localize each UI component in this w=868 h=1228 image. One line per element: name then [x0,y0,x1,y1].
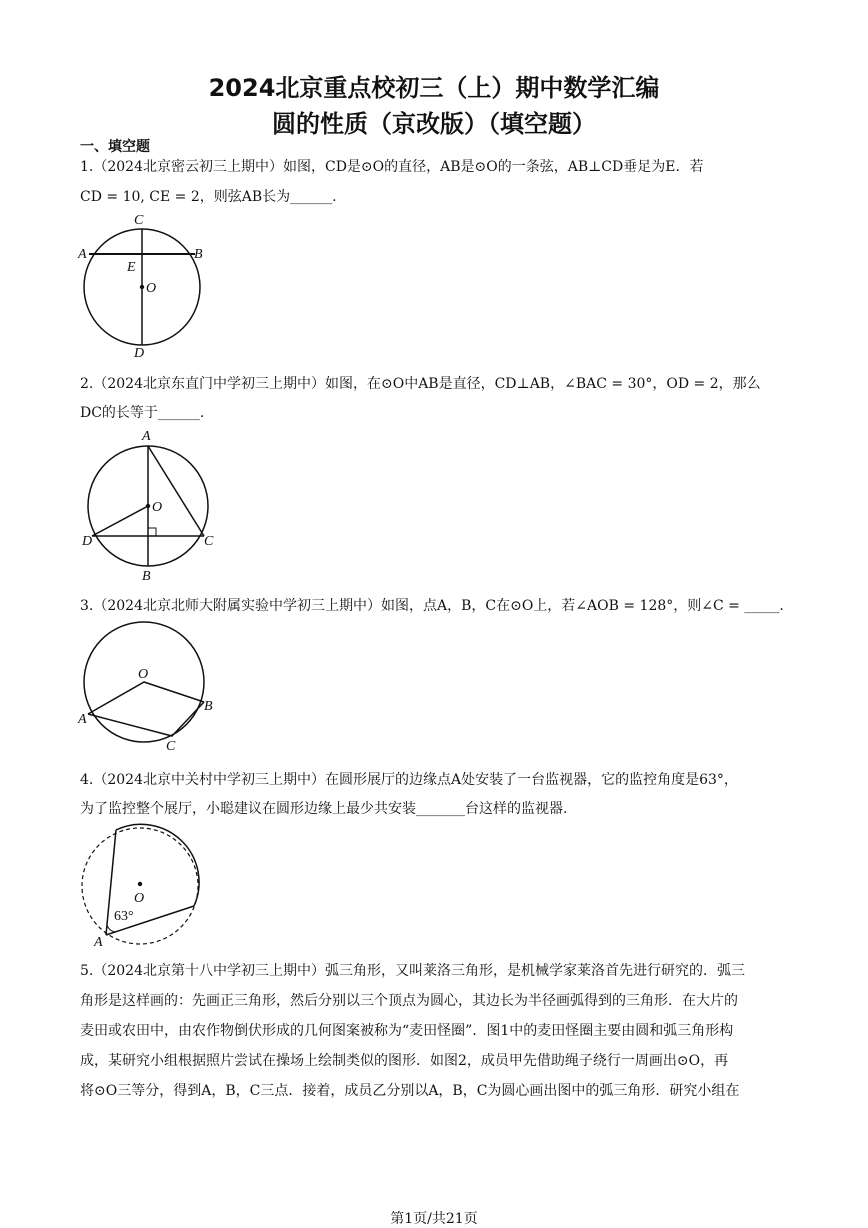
center-point [146,504,150,508]
problem4-figure [76,822,206,948]
label-a: A [78,712,87,727]
center-point [138,882,142,886]
label-o: O [138,667,149,682]
label-a: A [78,247,87,262]
problem5-line5: 将⊙O三等分，得到A，B，C三点．接着，成员乙分别以A，B，C为圆心画出图中的弧三角形．研究小组在 [80,1083,740,1099]
label-c: C [204,534,214,549]
problem5-line4: 成，某研究小组根据照片尝试在操场上绘制类似的图形．如图2，成员甲先借助绳子绕行一周画出⊙O，再 [80,1053,729,1069]
center-point [140,285,144,289]
label-b: B [204,699,213,714]
problem5-line1: 5.（2024北京第十八中学初三上期中）弧三角形，又叫莱洛三角形，是机械学家莱洛首先进行研究的．弧三 [80,963,745,979]
angle-arc [107,925,115,932]
right-angle-mark [148,528,156,536]
label-a: A [94,935,103,948]
label-e: E [127,260,136,275]
problem3-line1: 3.（2024北京北师大附属实验中学初三上期中）如图，点A，B，C在⊙O上，若∠AOB = 128°，则∠C = _____. [80,598,784,614]
label-c: C [134,213,144,228]
problem1-figure [76,212,216,362]
angle-label: 63° [114,909,134,924]
chords-ac-cb [88,702,204,736]
label-b: B [142,569,151,584]
problem2-figure [80,428,220,584]
problem3-figure [74,618,220,756]
segment-ac [148,446,204,536]
label-o: O [152,500,163,515]
label-b: B [194,247,203,262]
document-title-line2: 圆的性质（京改版）（填空题） [272,110,596,138]
problem5-line3: 麦田或农田中，由农作物倒伏形成的几何图案被称为“麦田怪圈”．图1中的麦田怪圈主要由圆和弧三角形构 [80,1023,734,1039]
problem1-line1: 1.（2024北京密云初三上期中）如图，CD是⊙O的直径，AB是⊙O的一条弦，AB⊥CD垂足为E．若 [80,159,704,175]
problem4-line1: 4.（2024北京中关村中学初三上期中）在圆形展厅的边缘点A处安装了一台监视器，它的监控角度是63°， [80,772,738,788]
problem2-line2: DC的长等于______. [80,405,205,421]
label-d: D [82,534,93,549]
document-title-line1: 2024北京重点校初三（上）期中数学汇编 [208,74,660,102]
segment-od [92,506,148,536]
label-d: D [134,346,145,361]
page-footer: 第1页/共21页 [390,1211,478,1227]
problem1-line2: CD = 10, CE = 2，则弦AB长为______. [80,189,337,205]
section-heading: 一、填空题 [80,139,150,155]
problem2-line1: 2.（2024北京东直门中学初三上期中）如图，在⊙O中AB是直径，CD⊥AB，∠BAC = 30°，OD = 2，那么 [80,376,761,392]
radii-oa-ob [88,682,204,714]
label-a: A [142,429,151,444]
label-o: O [134,891,145,906]
problem4-line2: 为了监控整个展厅，小聪建议在圆形边缘上最少共安装_______台这样的监视器. [80,801,568,817]
problem5-line2: 角形是这样画的：先画正三角形，然后分别以三个顶点为圆心，其边长为半径画弧得到的三角形．在大片的 [80,993,738,1009]
label-c: C [166,739,176,754]
monitored-arc [116,824,199,906]
label-o: O [146,281,157,296]
